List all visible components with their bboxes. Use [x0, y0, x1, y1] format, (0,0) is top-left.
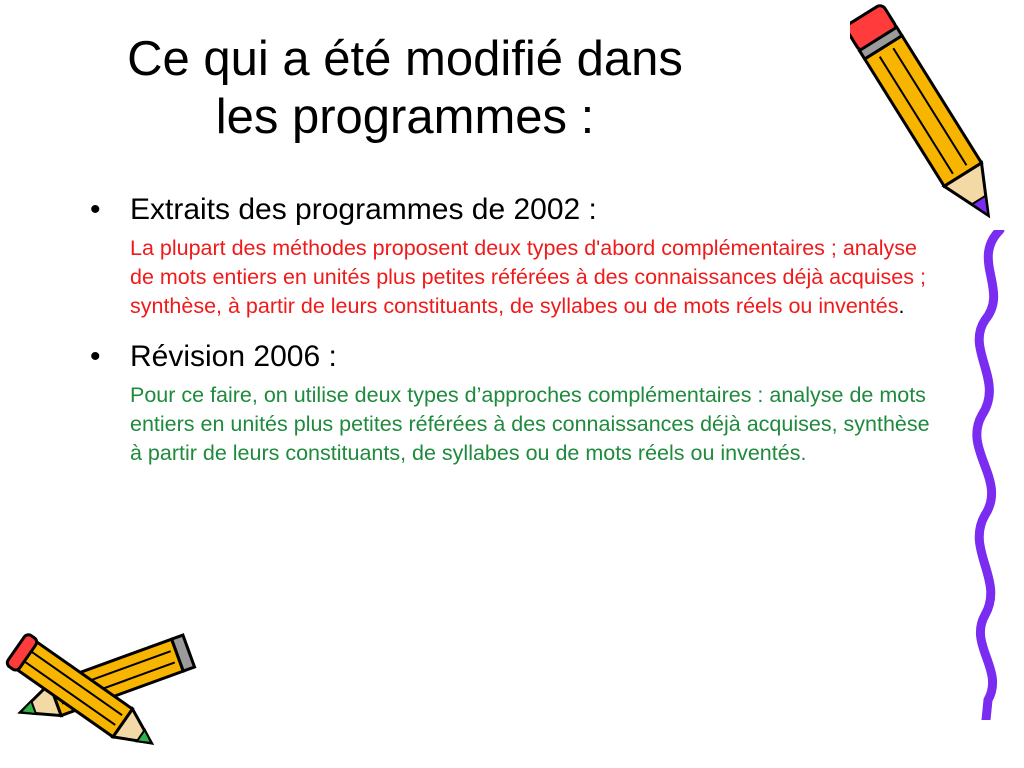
bullet-item-2006 [86, 337, 936, 377]
bullet-marker: • [90, 340, 101, 373]
title-line-1: Ce qui a été modifié dans [127, 32, 683, 86]
bullet-item-2002 [86, 190, 936, 230]
squiggle-line [960, 230, 1020, 720]
title-line-2: les programmes : [215, 90, 595, 144]
bullet-list [86, 190, 936, 468]
paragraph-2002-end: . [898, 294, 905, 318]
bullet-heading-2002: Extraits des programmes de 2002 : [130, 193, 597, 226]
crossed-pencils-icon [0, 615, 210, 765]
paragraph-2002 [130, 234, 936, 321]
pencil-icon [850, 0, 1010, 245]
bullet-heading-2006: Révision 2006 : [130, 340, 337, 373]
paragraph-2002-text: La plupart des méthodes proposent deux types d'abord complémentaires ; analyse de mots entiers en unités plus petites référées à des connaissances déjà acquises ; synthèse, à partir de leurs constituants, de syllabes ou de mots réels ou inventés [130, 236, 926, 318]
bullet-marker: • [90, 193, 101, 226]
paragraph-2006 [130, 381, 936, 468]
paragraph-2006-text: Pour ce faire, on utilise deux types d’approches complémentaires : analyse de mots entiers en unités plus petites référées à des connaissances déjà acquises, synthèse à partir de leurs constituants, de syllabes ou de mots réels ou inventés. [130, 383, 930, 465]
page-title [60, 30, 750, 146]
